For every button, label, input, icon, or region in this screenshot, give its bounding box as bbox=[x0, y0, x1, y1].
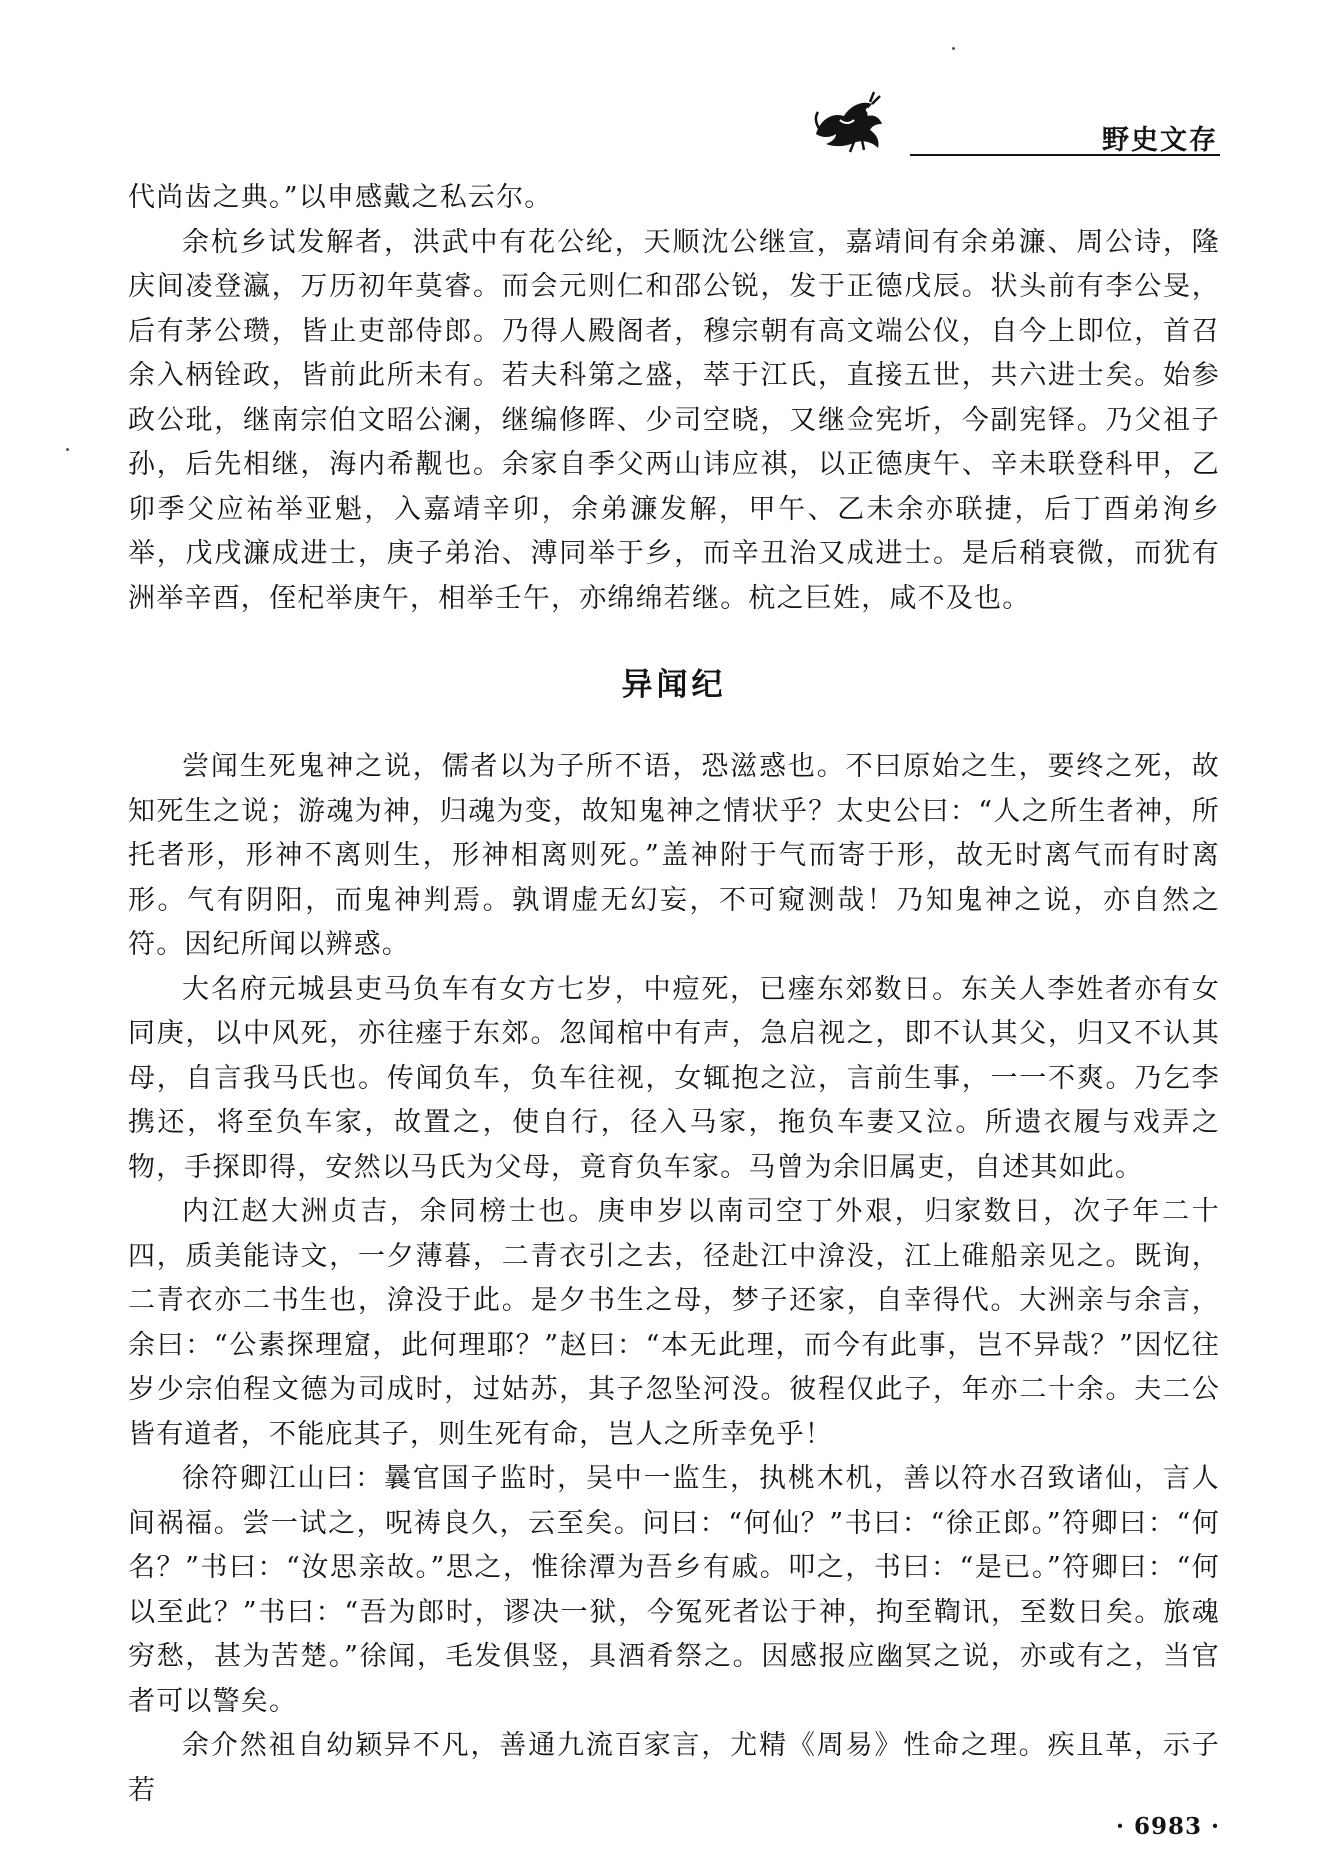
scan-speck bbox=[952, 47, 955, 50]
paragraph-continued: 代尚齿之典。”以申感戴之私云尔。 bbox=[128, 182, 553, 213]
body-text bbox=[128, 176, 1220, 1813]
paragraph-hangzhou-exams: 余杭乡试发解者，洪武中有花公纶，天顺沈公继宣，嘉靖间有余弟濂、周公诗，隆庆间凌登瀛，万历初年莫睿。而会元则仁和邵公锐，发于正德戊辰。状头前有李公旻，后有茅公瓒，皆止吏部侍郎。乃得人殿阁者，穆宗朝有高文端公仪，自今上即位，首召余入柄铨政，皆前此所未有。若夫科第之盛，萃于江氏，直接五世，共六进士矣。始参政公玭，继南宗伯文昭公澜，继编修晖、少司空晓，又继佥宪圻，今副宪铎。乃父祖子孙，后先相继，海内希觏也。余家自季父两山讳应祺，以正德庚午、辛未联登科甲，乙卯季父应祐举亚魁，入嘉靖辛卯，余弟濂发解，甲午、乙未余亦联捷，后丁酉弟洵乡举，戊戌濂成进士，庚子弟治、溥同举于乡，而辛丑治又成进士。是后稍衰微，而犹有洲举辛酉，侄杞举庚午，相举壬午，亦绵绵若继。杭之巨姓，咸不及也。 bbox=[128, 226, 1220, 614]
running-header bbox=[790, 96, 1220, 160]
paragraph-damingfu-story: 大名府元城县吏马负车有女方七岁，中痘死，已瘗东郊数日。东关人李姓者亦有女同庚，以中风死，亦往瘗于东郊。忽闻棺中有声，急启视之，即不认其父，归又不认其母，自言我马氏也。传闻负车，负车往视，女辄抱之泣，言前生事，一一不爽。乃乞李携还，将至负车家，故置之，使自行，径入马家，拖负车妻又泣。所遗衣履与戏弄之物，手探即得，安然以马氏为父母，竟育负车家。马曾为余旧属吏，自述其如此。 bbox=[128, 973, 1220, 1183]
dragon-icon bbox=[810, 90, 890, 154]
book-series-title: 野史文存 bbox=[1102, 125, 1218, 156]
paragraph-neijiang-story: 内江赵大洲贞吉，余同榜士也。庚申岁以南司空丁外艰，归家数日，次子年二十四，质美能诗文，一夕薄暮，二青衣引之去，径赴江中渰没，江上碓船亲见之。既询，二青衣亦二书生也，渰没于此。是夕书生之母，梦子还家，自幸得代。大洲亲与余言，余曰：“公素探理窟，此何理耶？”赵曰：“本无此理，而今有此事，岂不异哉？”因忆往岁少宗伯程文德为司成时，过姑苏，其子忽坠河没。彼程仅此子，年亦二十余。夫二公皆有道者，不能庇其子，则生死有命，岂人之所幸免乎！ bbox=[128, 1196, 1220, 1450]
section-title: 异闻纪 bbox=[621, 667, 727, 703]
paragraph-ghosts-intro: 尝闻生死鬼神之说，儒者以为子所不语，恐滋惑也。不曰原始之生，要终之死，故知死生之说；游魂为神，归魂为变，故知鬼神之情状乎？太史公曰：“人之所生者神，所托者形，形神不离则生，形神相离则死。”盖神附于气而寄于形，故无时离气而有时离形。气有阴阳，而鬼神判焉。孰谓虚无幻妄，不可窥测哉！乃知鬼神之说，亦自然之符。因纪所闻以辨惑。 bbox=[128, 751, 1220, 960]
header-rule bbox=[910, 154, 1220, 156]
page-number: · 6983 · bbox=[1115, 1813, 1220, 1840]
paragraph-yu-jieran: 余介然祖自幼颖异不凡，善通九流百家言，尤精《周易》性命之理。疾且革，示子若 bbox=[128, 1730, 1220, 1806]
scan-speck bbox=[66, 448, 69, 451]
paragraph-xu-fuqing-story: 徐符卿江山曰：曩官国子监时，吴中一监生，执桃木机，善以符水召致诸仙，言人间祸福。尝一试之，呪祷良久，云至矣。问曰：“何仙？”书曰：“徐正郎。”符卿曰：“何名？”书曰：“汝思亲故。”思之，惟徐潭为吾乡有戚。叩之，书曰：“是已。”符卿曰：“何以至此？”书曰：“吾为郎时，谬决一狱，今冤死者讼于神，拘至鞫讯，至数日矣。旅魂穷愁，甚为苦楚。”徐闻，毛发俱竖，具酒肴祭之。因感报应幽冥之说，亦或有之，当官者可以警矣。 bbox=[128, 1463, 1220, 1717]
